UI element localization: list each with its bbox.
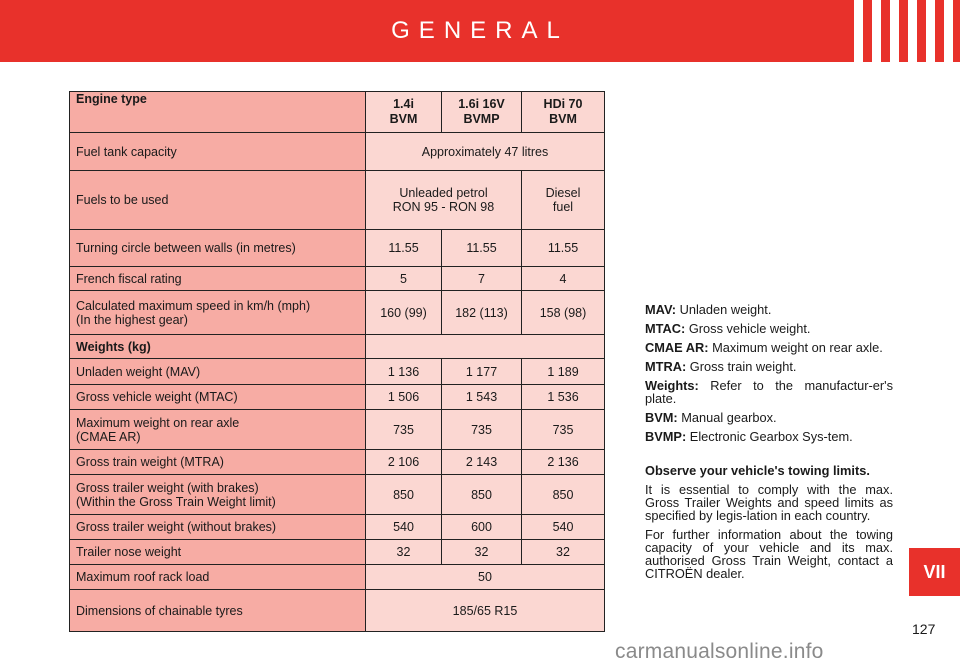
table-cell: 32 <box>442 540 522 565</box>
page-number: 127 <box>912 621 936 637</box>
table-cell: 7 <box>442 267 522 291</box>
towing-title-text: Observe your vehicle's towing limits. <box>645 463 870 478</box>
table-cell <box>366 335 605 359</box>
table-cell: 11.55 <box>442 230 522 267</box>
table-cell: 600 <box>442 515 522 540</box>
definition-text: Refer to the manufactur-er's plate. <box>645 378 894 406</box>
mtra-label: Gross train weight (MTRA) <box>70 450 366 475</box>
section-tab[interactable]: VII <box>909 548 960 596</box>
table-cell: 540 <box>366 515 442 540</box>
header-stripe <box>872 0 881 62</box>
engine-gearbox: BVM <box>549 112 577 126</box>
table-cell: 1 506 <box>366 385 442 410</box>
diesel-line: Diesel <box>545 186 581 200</box>
mtac-label: Gross vehicle weight (MTAC) <box>70 385 366 410</box>
header-stripe <box>926 0 935 62</box>
fuel-capacity-value: Approximately 47 litres <box>366 133 605 171</box>
table-cell: 735 <box>442 410 522 450</box>
definition-text: Unladen weight. <box>679 302 772 317</box>
table-row <box>70 450 605 475</box>
definition-term: CMAE AR: <box>645 340 709 355</box>
page-title: GENERAL <box>391 17 569 44</box>
table-row <box>70 335 605 359</box>
cmae-label-line: (CMAE AR) <box>76 429 141 444</box>
definition-text: Gross vehicle weight. <box>688 321 811 336</box>
mav-label: Unladen weight (MAV) <box>70 359 366 385</box>
table-row <box>70 410 605 450</box>
table-row <box>70 171 605 230</box>
table-cell: 1 189 <box>522 359 605 385</box>
table-cell: 32 <box>522 540 605 565</box>
definition <box>645 411 893 424</box>
definition <box>645 360 893 373</box>
header-stripe <box>854 0 863 62</box>
definition <box>645 379 893 405</box>
weights-title: Weights (kg) <box>70 335 366 359</box>
speed-label-line: Calculated maximum speed in km/h (mph) <box>76 298 311 313</box>
roof-label: Maximum roof rack load <box>70 565 366 590</box>
fuels-label: Fuels to be used <box>70 171 366 230</box>
table-cell: 182 (113) <box>442 291 522 335</box>
header-stripe <box>908 0 917 62</box>
definition <box>645 341 893 354</box>
definition-term: MTRA: <box>645 359 687 374</box>
definition-term: Weights: <box>645 378 699 393</box>
table-cell: 1 177 <box>442 359 522 385</box>
table-row <box>70 385 605 410</box>
table-row <box>70 515 605 540</box>
trailer-braked-label-line: (Within the Gross Train Weight limit) <box>76 494 276 509</box>
definition <box>645 430 893 443</box>
definition <box>645 303 893 316</box>
engine-col-1 <box>366 92 442 133</box>
engine-type-label: Engine type <box>70 92 366 133</box>
engine-name: 1.6i 16V <box>458 97 505 111</box>
table-cell: 1 136 <box>366 359 442 385</box>
turning-label: Turning circle between walls (in metres) <box>70 230 366 267</box>
definition-text: Manual gearbox. <box>681 410 777 425</box>
footer-watermark: carmanualsonline.info <box>615 640 824 663</box>
table-cell: 160 (99) <box>366 291 442 335</box>
table-row <box>70 267 605 291</box>
petrol-line: RON 95 - RON 98 <box>392 200 495 214</box>
table-row <box>70 475 605 515</box>
table-row <box>70 291 605 335</box>
engine-gearbox: BVM <box>389 112 418 126</box>
header-stripe <box>890 0 899 62</box>
nose-label: Trailer nose weight <box>70 540 366 565</box>
towing-paragraph: For further information about the towing capacity of your vehicle and its max. authorised Gross Train Weight, contact a CITROËN dealer. <box>645 527 893 581</box>
engine-name: HDi 70 <box>543 97 583 111</box>
trailer-unbraked-label: Gross trailer weight (without brakes) <box>70 515 366 540</box>
definition-text: Electronic Gearbox Sys-tem. <box>689 429 853 444</box>
engine-gearbox: BVMP <box>463 112 500 126</box>
table-cell: 1 536 <box>522 385 605 410</box>
table-cell: 11.55 <box>522 230 605 267</box>
table-cell: 850 <box>522 475 605 515</box>
definition-term: BVMP: <box>645 429 687 444</box>
spec-table <box>69 91 605 632</box>
table-cell: 735 <box>366 410 442 450</box>
engine-col-3 <box>522 92 605 133</box>
table-cell: 735 <box>522 410 605 450</box>
page-header <box>0 0 960 62</box>
table-cell: 540 <box>522 515 605 540</box>
table-cell: 850 <box>442 475 522 515</box>
tyres-value: 185/65 R15 <box>366 590 605 632</box>
trailer-braked-label <box>70 475 366 515</box>
table-cell: 2 136 <box>522 450 605 475</box>
engine-col-2 <box>442 92 522 133</box>
table-cell: 5 <box>366 267 442 291</box>
definition <box>645 322 893 335</box>
engine-name: 1.4i <box>393 97 414 111</box>
table-row <box>70 92 605 133</box>
speed-label-line: (In the highest gear) <box>76 312 188 327</box>
table-row <box>70 359 605 385</box>
table-cell: 2 143 <box>442 450 522 475</box>
table-row <box>70 230 605 267</box>
table-cell: 158 (98) <box>522 291 605 335</box>
table-row <box>70 133 605 171</box>
header-stripe <box>944 0 953 62</box>
towing-title <box>645 464 893 477</box>
table-row <box>70 565 605 590</box>
notes-panel <box>645 303 893 586</box>
definition-text: Maximum weight on rear axle. <box>712 340 883 355</box>
table-cell: 2 106 <box>366 450 442 475</box>
speed-label <box>70 291 366 335</box>
table-cell: 1 543 <box>442 385 522 410</box>
fiscal-label: French fiscal rating <box>70 267 366 291</box>
fuel-capacity-label: Fuel tank capacity <box>70 133 366 171</box>
diesel-line: fuel <box>552 200 574 214</box>
table-cell: 850 <box>366 475 442 515</box>
cmae-label-line: Maximum weight on rear axle <box>76 415 240 430</box>
definition-term: MAV: <box>645 302 677 317</box>
table-row <box>70 590 605 632</box>
table-cell: 32 <box>366 540 442 565</box>
petrol-fuel-value <box>366 171 522 230</box>
diesel-fuel-value <box>522 171 605 230</box>
tyres-label: Dimensions of chainable tyres <box>70 590 366 632</box>
definition-term: MTAC: <box>645 321 686 336</box>
roof-value: 50 <box>366 565 605 590</box>
towing-paragraph: It is essential to comply with the max. Gross Trailer Weights and speed limits as specified by legis-lation in each country. <box>645 482 893 523</box>
cmae-label <box>70 410 366 450</box>
definition-term: BVM: <box>645 410 678 425</box>
table-cell: 4 <box>522 267 605 291</box>
table-cell: 11.55 <box>366 230 442 267</box>
petrol-line: Unleaded petrol <box>399 186 488 200</box>
table-row <box>70 540 605 565</box>
trailer-braked-label-line: Gross trailer weight (with brakes) <box>76 480 259 495</box>
definition-text: Gross train weight. <box>689 359 797 374</box>
